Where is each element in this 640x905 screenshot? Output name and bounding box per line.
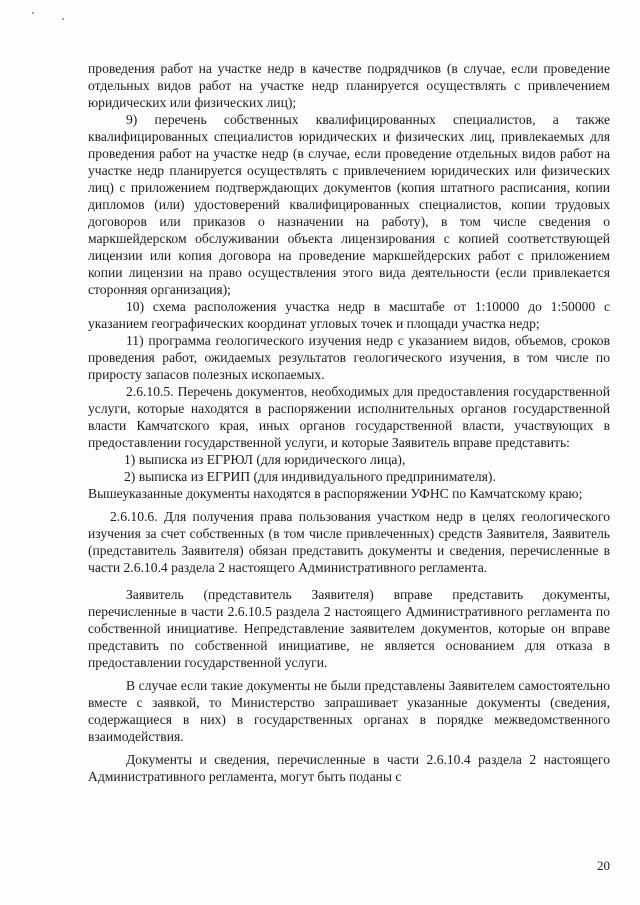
- scan-speck: [32, 12, 34, 14]
- section-2-6-10-5: 2.6.10.5. Перечень документов, необходимых для предоставления государственной услуги, которые находятся в распоряжении исполнительных органов государственной власти Камчатского края, иных органов государственной власти, участвующих в предоставлении государственной услуги, и которые Заявитель вправе представить:: [88, 384, 610, 450]
- paragraph-submission: Документы и сведения, перечисленные в части 2.6.10.4 раздела 2 настоящего Административного регламента, могут быть поданы с: [88, 752, 610, 784]
- section-2-6-10-6: 2.6.10.6. Для получения права пользования участком недр в целях геологического изучения за счет собственных (в том числе привлеченных) средств Заявителя, Заявитель (представитель Заявителя) обязан представить документы и сведения, перечисленные в части 2.6.10.4 раздела 2 настоящего Административного регламента.: [88, 509, 610, 575]
- list-item-egrip: 2) выписка из ЕГРИП (для индивидуального предпринимателя).: [124, 469, 496, 484]
- list-item-11: 11) программа геологического изучения недр с указанием видов, объемов, сроков проведения работ, ожидаемых результатов геологического изучения, в том числе по приросту запасов полезных ископаемых.: [88, 333, 610, 382]
- paragraph-interagency-request: В случае если такие документы не были представлены Заявителем самостоятельно вместе с заявкой, то Министерство запрашивает указанные документы (сведения, содержащиеся в них) в государственных органах в порядке межведомственного взаимодействия.: [88, 678, 610, 744]
- paragraph-continuation: проведения работ на участке недр в качестве подрядчиков (в случае, если проведение отдельных видов работ на участке недр планируется осуществлять с привлечением юридических или физических лиц);: [88, 61, 610, 110]
- list-item-10: 10) схема расположения участка недр в масштабе от 1:10000 до 1:50000 с указанием географических координат угловых точек и площади участка недр;: [88, 299, 610, 331]
- list-item-9: 9) перечень собственных квалифицированных специалистов, а также квалифицированных специалистов юридических и физических лиц, привлекаемых для проведения работ на участке недр (в случае, если проведение отдельных видов работ на участке недр планируется осуществлять с привлечением юридических или физических лиц) с приложением подтверждающих документов (копия штатного расписания, копии дипломов (или) удостоверений квалифицированных специалистов, копии трудовых договоров или приказов о назначении на работу), в том числе сведения о маркшейдерском обслуживании объекта лицензирования с копией соответствующей лицензии или копия договора на проведение маркшейдерских работ с приложением копии лицензии на право осуществления этого вида деятельности (если привлекается сторонняя организация);: [88, 112, 610, 297]
- paragraph-applicant-right: Заявитель (представитель Заявителя) вправе представить документы, перечисленные в части 2.6.10.5 раздела 2 настоящего Административного регламента по собственной инициативе. Непредставление заявителем документов, которые он вправе представить по собственной инициативе, не является основанием для отказа в предоставлении государственной услуги.: [88, 587, 610, 670]
- scan-speck: [62, 18, 64, 20]
- paragraph-ufns: Вышеуказанные документы находятся в распоряжении УФНС по Камчатскому краю;: [88, 486, 583, 501]
- list-item-egrul: 1) выписка из ЕГРЮЛ (для юридического лица),: [124, 452, 406, 467]
- page-number: 20: [597, 858, 610, 873]
- document-body: [88, 60, 610, 785]
